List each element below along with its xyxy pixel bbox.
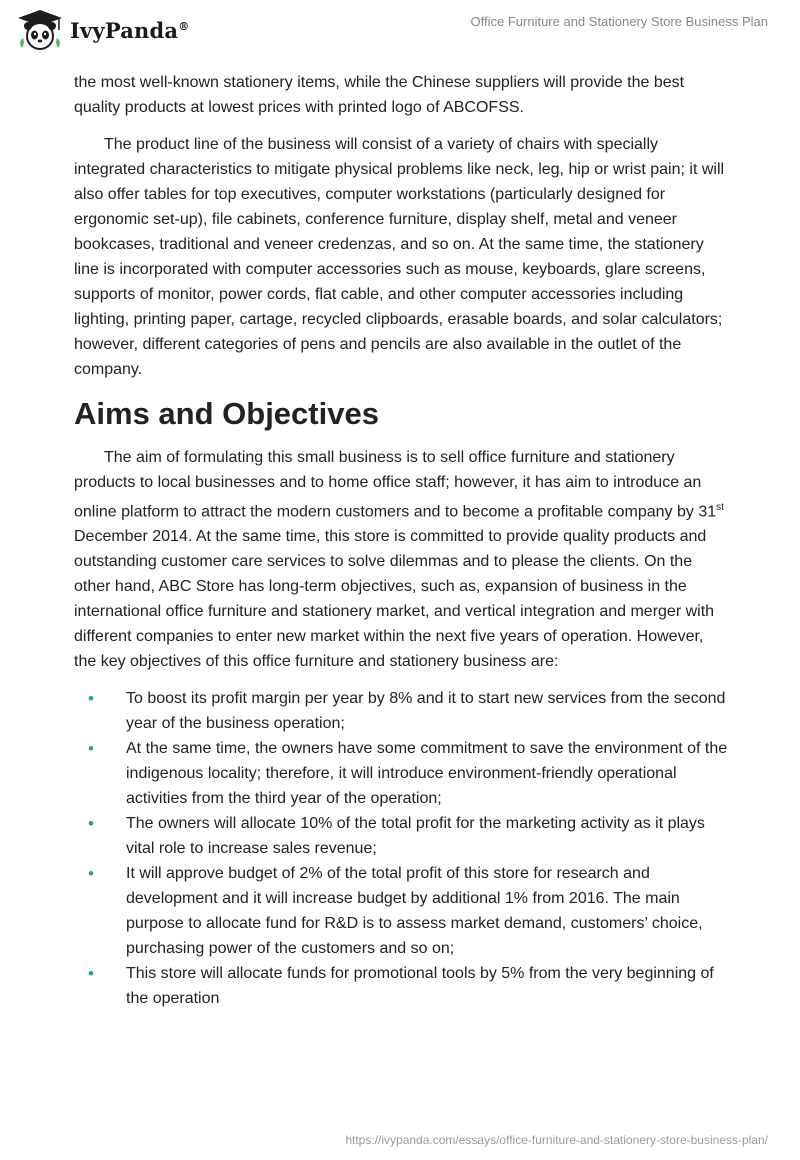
list-item: • To boost its profit margin per year by 8% and it to start new services from the second year of the business operation; — [74, 686, 728, 736]
bullet-icon: • — [88, 864, 94, 884]
paragraph-aims: The aim of formulating this small business is to sell office furniture and stationery products to local businesses and to home office staff; however, it has aim to introduce an online platform to attract the modern customers and to become a profitable company by 31st December 2014. At the same time, this store is committed to provide quality products and outstanding customer care services to solve dilemmas and to please the clients. On the other hand, ABC Store has long-term objectives, such as, expansion of business in the international office furniture and stationery market, and vertical integration and merger with different companies to enter new market within the next five years of operation. However, the key objectives of this office furniture and stationery business are: — [74, 449, 724, 671]
page-header — [0, 0, 800, 70]
objectives-list — [74, 686, 728, 1011]
bullet-icon: • — [88, 814, 94, 834]
paragraph-continuation: the most well-known stationery items, while the Chinese suppliers will provide the best quality products at lowest prices with printed logo of ABCOFSS. — [74, 74, 685, 116]
panda-graduate-icon — [14, 8, 66, 52]
document-title: Office Furniture and Stationery Store Business Plan — [470, 14, 768, 29]
brand-name: IvyPanda® — [70, 17, 190, 43]
list-item: • At the same time, the owners have some commitment to save the environment of the indigenous locality; therefore, it will introduce environment-friendly operational activities from the third year of the operation; — [74, 736, 728, 811]
ordinal-suffix: st — [716, 502, 724, 513]
paragraph-product-line: The product line of the business will consist of a variety of chairs with specially integrated characteristics to mitigate physical problems like neck, leg, hip or wrist pain; it will also offer tables for top executives, computer workstations (particularly designed for ergonomic set-up), file cabinets, conference furniture, display shelf, metal and veneer bookcases, traditional and veneer credenzas, and so on. At the same time, the stationery line is incorporated with computer accessories such as mouse, keyboards, glare screens, supports of monitor, power cords, flat cable, and other computer accessories including lighting, printing paper, cartage, recycled clipboards, erasable boards, and solar calculators; however, different categories of pens and pencils are also available in the outlet of the company. — [74, 136, 725, 378]
registered-mark: ® — [178, 19, 190, 33]
source-url-link[interactable]: https://ivypanda.com/essays/office-furniture-and-stationery-store-business-plan/ — [345, 1133, 768, 1147]
section-heading: Aims and Objectives — [74, 396, 379, 431]
list-item: • The owners will allocate 10% of the total profit for the marketing activity as it plays vital role to increase sales revenue; — [74, 811, 728, 861]
document-body — [74, 70, 728, 1011]
list-item: • This store will allocate funds for promotional tools by 5% from the very beginning of the operation — [74, 961, 728, 1011]
bullet-icon: • — [88, 964, 94, 984]
bullet-icon: • — [88, 689, 94, 709]
bullet-icon: • — [88, 739, 94, 759]
ivypanda-logo[interactable] — [14, 8, 189, 52]
list-item: • It will approve budget of 2% of the total profit of this store for research and development and it will increase budget by additional 1% from 2016. The main purpose to allocate fund for R&D is to assess market demand, customers’ choice, purchasing power of the customers and so on; — [74, 861, 728, 961]
